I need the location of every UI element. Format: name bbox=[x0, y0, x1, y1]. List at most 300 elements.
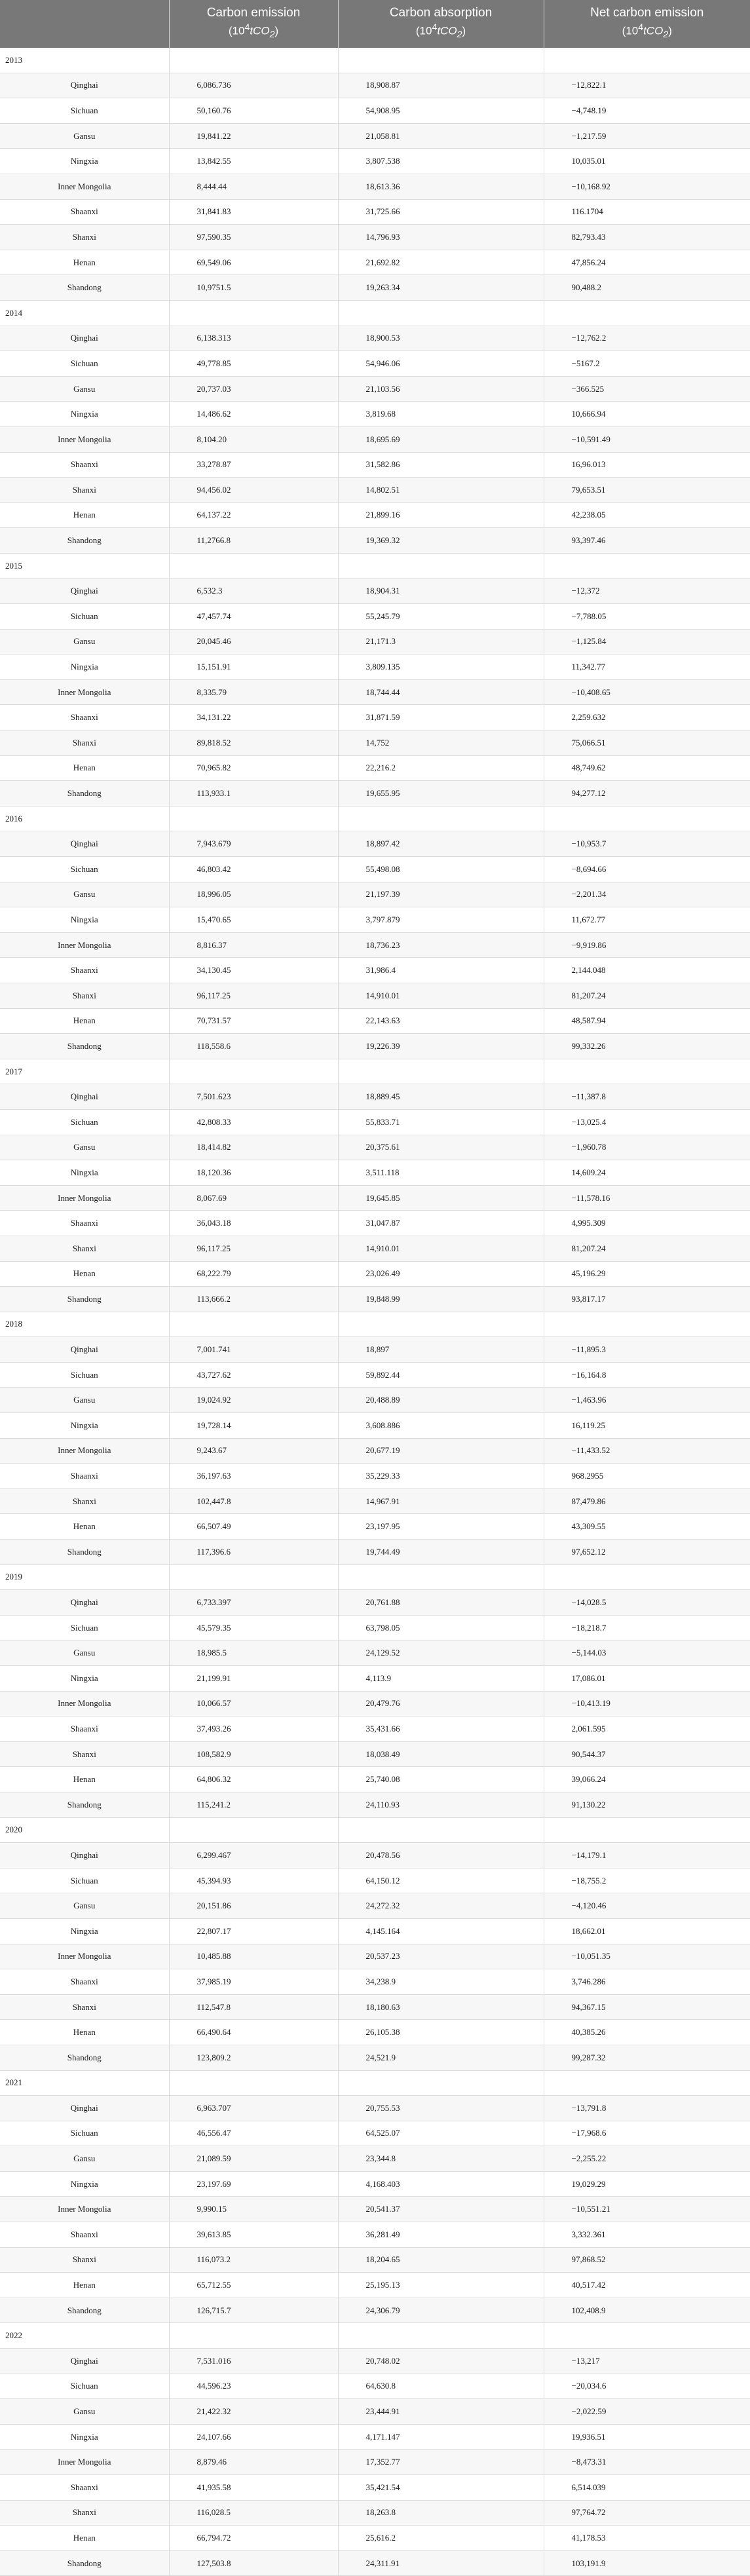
net-carbon-emission-cell: −366.525 bbox=[544, 376, 750, 402]
empty-cell bbox=[169, 1312, 338, 1337]
carbon-emission-cell: 9,990.15 bbox=[169, 2197, 338, 2222]
region-cell: Ningxia bbox=[0, 149, 169, 174]
net-carbon-emission-cell: −10,413.19 bbox=[544, 1691, 750, 1716]
carbon-emission-cell: 49,778.85 bbox=[169, 351, 338, 377]
carbon-absorption-cell: 20,488.89 bbox=[338, 1388, 544, 1413]
carbon-emission-cell: 116,028.5 bbox=[169, 2500, 338, 2526]
table-row bbox=[0, 882, 750, 907]
header-region bbox=[0, 0, 169, 48]
net-carbon-emission-cell: 48,749.62 bbox=[544, 755, 750, 781]
carbon-emission-cell: 64,806.32 bbox=[169, 1767, 338, 1792]
carbon-emission-cell: 126,715.7 bbox=[169, 2298, 338, 2323]
year-row bbox=[0, 1312, 750, 1337]
table-row bbox=[0, 1843, 750, 1868]
empty-cell bbox=[338, 2323, 544, 2349]
region-cell: Shandong bbox=[0, 275, 169, 301]
carbon-emission-cell: 34,130.45 bbox=[169, 958, 338, 983]
carbon-emission-cell: 123,809.2 bbox=[169, 2045, 338, 2070]
empty-cell bbox=[544, 553, 750, 578]
net-carbon-emission-cell: 3,332.361 bbox=[544, 2222, 750, 2248]
year-label: 2014 bbox=[0, 300, 169, 326]
table-row bbox=[0, 98, 750, 124]
table-row bbox=[0, 2197, 750, 2222]
carbon-absorption-cell: 24,306.79 bbox=[338, 2298, 544, 2323]
year-row bbox=[0, 300, 750, 326]
year-label: 2021 bbox=[0, 2070, 169, 2096]
net-carbon-emission-cell: 93,397.46 bbox=[544, 528, 750, 554]
carbon-emission-cell: 102,447.8 bbox=[169, 1488, 338, 1514]
carbon-absorption-cell: 55,245.79 bbox=[338, 604, 544, 630]
net-carbon-emission-cell: 97,652.12 bbox=[544, 1540, 750, 1565]
region-cell: Qinghai bbox=[0, 1337, 169, 1363]
net-carbon-emission-cell: −8,694.66 bbox=[544, 857, 750, 882]
region-cell: Inner Mongolia bbox=[0, 1944, 169, 1969]
table-row bbox=[0, 478, 750, 503]
region-cell: Shaanxi bbox=[0, 1716, 169, 1742]
table-row bbox=[0, 2374, 750, 2399]
table-row bbox=[0, 1287, 750, 1312]
empty-cell bbox=[544, 806, 750, 831]
net-carbon-emission-cell: 99,332.26 bbox=[544, 1034, 750, 1059]
region-cell: Sichuan bbox=[0, 857, 169, 882]
region-cell: Shaanxi bbox=[0, 452, 169, 478]
carbon-emission-cell: 36,043.18 bbox=[169, 1211, 338, 1236]
table-row bbox=[0, 1084, 750, 1110]
carbon-emission-cell: 19,728.14 bbox=[169, 1413, 338, 1439]
region-cell: Shanxi bbox=[0, 730, 169, 756]
carbon-absorption-cell: 18,908.87 bbox=[338, 73, 544, 98]
region-cell: Henan bbox=[0, 1261, 169, 1287]
net-carbon-emission-cell: 94,367.15 bbox=[544, 1994, 750, 2020]
carbon-absorption-cell: 64,150.12 bbox=[338, 1868, 544, 1893]
net-carbon-emission-cell: −8,473.31 bbox=[544, 2450, 750, 2475]
carbon-emission-cell: 6,138.313 bbox=[169, 326, 338, 351]
table-row bbox=[0, 578, 750, 604]
carbon-absorption-cell: 22,216.2 bbox=[338, 755, 544, 781]
net-carbon-emission-cell: 10,666.94 bbox=[544, 402, 750, 427]
carbon-emission-cell: 70,965.82 bbox=[169, 755, 338, 781]
region-cell: Ningxia bbox=[0, 654, 169, 680]
net-carbon-emission-cell: −12,372 bbox=[544, 578, 750, 604]
table-row bbox=[0, 1716, 750, 1742]
table-row bbox=[0, 1034, 750, 1059]
carbon-absorption-cell: 20,755.53 bbox=[338, 2096, 544, 2121]
net-carbon-emission-cell: −10,591.49 bbox=[544, 426, 750, 452]
carbon-absorption-cell: 3,511.118 bbox=[338, 1160, 544, 1186]
region-cell: Gansu bbox=[0, 2146, 169, 2172]
carbon-absorption-cell: 34,238.9 bbox=[338, 1969, 544, 1995]
table-row bbox=[0, 1008, 750, 1034]
year-row bbox=[0, 2070, 750, 2096]
carbon-emission-cell: 44,596.23 bbox=[169, 2374, 338, 2399]
net-carbon-emission-cell: 102,408.9 bbox=[544, 2298, 750, 2323]
net-carbon-emission-cell: 39,066.24 bbox=[544, 1767, 750, 1792]
carbon-emission-cell: 21,422.32 bbox=[169, 2399, 338, 2425]
carbon-emission-cell: 66,507.49 bbox=[169, 1514, 338, 1540]
net-carbon-emission-cell: 81,207.24 bbox=[544, 983, 750, 1008]
carbon-absorption-cell: 24,110.93 bbox=[338, 1792, 544, 1817]
carbon-emission-cell: 94,456.02 bbox=[169, 478, 338, 503]
net-carbon-emission-cell: 45,196.29 bbox=[544, 1261, 750, 1287]
net-carbon-emission-cell: 47,856.24 bbox=[544, 250, 750, 275]
carbon-absorption-cell: 3,807.538 bbox=[338, 149, 544, 174]
year-label: 2019 bbox=[0, 1564, 169, 1590]
carbon-emission-cell: 8,879.46 bbox=[169, 2450, 338, 2475]
region-cell: Sichuan bbox=[0, 1615, 169, 1640]
table-row bbox=[0, 1261, 750, 1287]
region-cell: Shaanxi bbox=[0, 2475, 169, 2501]
carbon-emission-cell: 7,943.679 bbox=[169, 831, 338, 857]
table-row bbox=[0, 1540, 750, 1565]
region-cell: Henan bbox=[0, 2273, 169, 2298]
net-carbon-emission-cell: 19,936.51 bbox=[544, 2424, 750, 2450]
table-row bbox=[0, 123, 750, 149]
carbon-absorption-cell: 19,848.99 bbox=[338, 1287, 544, 1312]
table-row bbox=[0, 781, 750, 806]
carbon-emission-cell: 18,120.36 bbox=[169, 1160, 338, 1186]
net-carbon-emission-cell: −11,578.16 bbox=[544, 1185, 750, 1211]
table-row bbox=[0, 2020, 750, 2045]
carbon-emission-cell: 43,727.62 bbox=[169, 1362, 338, 1388]
net-carbon-emission-cell: 16,119.25 bbox=[544, 1413, 750, 1439]
table-body bbox=[0, 48, 750, 2576]
table-row bbox=[0, 1868, 750, 1893]
carbon-absorption-cell: 31,986.4 bbox=[338, 958, 544, 983]
empty-cell bbox=[338, 48, 544, 73]
table-row bbox=[0, 2526, 750, 2551]
table-row bbox=[0, 275, 750, 301]
region-cell: Henan bbox=[0, 1514, 169, 1540]
carbon-absorption-cell: 14,796.93 bbox=[338, 225, 544, 250]
carbon-emission-cell: 18,985.5 bbox=[169, 1640, 338, 1666]
table-row bbox=[0, 199, 750, 225]
table-row bbox=[0, 958, 750, 983]
empty-cell bbox=[169, 806, 338, 831]
carbon-absorption-cell: 21,103.56 bbox=[338, 376, 544, 402]
carbon-emission-cell: 10,9751.5 bbox=[169, 275, 338, 301]
net-carbon-emission-cell: 10,035.01 bbox=[544, 149, 750, 174]
table-row bbox=[0, 1337, 750, 1363]
carbon-absorption-cell: 31,725.66 bbox=[338, 199, 544, 225]
year-row bbox=[0, 1564, 750, 1590]
net-carbon-emission-cell: −14,028.5 bbox=[544, 1590, 750, 1616]
table-row bbox=[0, 2096, 750, 2121]
net-carbon-emission-cell: 968.2955 bbox=[544, 1464, 750, 1489]
year-row bbox=[0, 806, 750, 831]
carbon-absorption-cell: 21,197.39 bbox=[338, 882, 544, 907]
table-row bbox=[0, 1211, 750, 1236]
carbon-emission-cell: 45,394.93 bbox=[169, 1868, 338, 1893]
region-cell: Shanxi bbox=[0, 225, 169, 250]
table-row bbox=[0, 1590, 750, 1616]
table-row bbox=[0, 2450, 750, 2475]
header-emission-label: Carbon emission bbox=[206, 5, 301, 20]
region-cell: Shandong bbox=[0, 781, 169, 806]
carbon-emission-cell: 7,531.016 bbox=[169, 2349, 338, 2374]
region-cell: Ningxia bbox=[0, 1413, 169, 1439]
table-row bbox=[0, 907, 750, 933]
empty-cell bbox=[544, 1059, 750, 1084]
table-row bbox=[0, 1160, 750, 1186]
table-row bbox=[0, 351, 750, 377]
carbon-absorption-cell: 20,375.61 bbox=[338, 1135, 544, 1160]
region-cell: Shandong bbox=[0, 1540, 169, 1565]
carbon-absorption-cell: 3,809.135 bbox=[338, 654, 544, 680]
table-row bbox=[0, 1109, 750, 1135]
net-carbon-emission-cell: 3,746.286 bbox=[544, 1969, 750, 1995]
year-label: 2015 bbox=[0, 553, 169, 578]
region-cell: Shandong bbox=[0, 1792, 169, 1817]
carbon-emission-cell: 23,197.69 bbox=[169, 2171, 338, 2197]
carbon-emission-cell: 15,151.91 bbox=[169, 654, 338, 680]
carbon-absorption-cell: 18,038.49 bbox=[338, 1741, 544, 1767]
empty-cell bbox=[544, 1312, 750, 1337]
region-cell: Henan bbox=[0, 502, 169, 528]
net-carbon-emission-cell: 81,207.24 bbox=[544, 1236, 750, 1261]
net-carbon-emission-cell: 91,130.22 bbox=[544, 1792, 750, 1817]
year-label: 2017 bbox=[0, 1059, 169, 1084]
year-row bbox=[0, 1059, 750, 1084]
carbon-absorption-cell: 25,740.08 bbox=[338, 1767, 544, 1792]
carbon-emission-cell: 50,160.76 bbox=[169, 98, 338, 124]
carbon-emission-cell: 97,590.35 bbox=[169, 225, 338, 250]
region-cell: Sichuan bbox=[0, 2374, 169, 2399]
net-carbon-emission-cell: −10,051.35 bbox=[544, 1944, 750, 1969]
carbon-absorption-cell: 19,645.85 bbox=[338, 1185, 544, 1211]
net-carbon-emission-cell: −14,179.1 bbox=[544, 1843, 750, 1868]
carbon-absorption-cell: 21,171.3 bbox=[338, 629, 544, 654]
carbon-emission-cell: 21,199.91 bbox=[169, 1666, 338, 1692]
region-cell: Sichuan bbox=[0, 2121, 169, 2146]
carbon-emission-cell: 112,547.8 bbox=[169, 1994, 338, 2020]
net-carbon-emission-cell: −2,022.59 bbox=[544, 2399, 750, 2425]
carbon-emission-cell: 47,457.74 bbox=[169, 604, 338, 630]
carbon-absorption-cell: 24,521.9 bbox=[338, 2045, 544, 2070]
net-carbon-emission-cell: −5167.2 bbox=[544, 351, 750, 377]
carbon-absorption-cell: 64,630.8 bbox=[338, 2374, 544, 2399]
carbon-absorption-cell: 36,281.49 bbox=[338, 2222, 544, 2248]
region-cell: Gansu bbox=[0, 1893, 169, 1919]
empty-cell bbox=[544, 48, 750, 73]
carbon-emission-cell: 96,117.25 bbox=[169, 983, 338, 1008]
carbon-absorption-cell: 4,145.164 bbox=[338, 1918, 544, 1944]
net-carbon-emission-cell: −18,218.7 bbox=[544, 1615, 750, 1640]
net-carbon-emission-cell: −12,762.2 bbox=[544, 326, 750, 351]
region-cell: Shandong bbox=[0, 1034, 169, 1059]
region-cell: Gansu bbox=[0, 629, 169, 654]
net-carbon-emission-cell: 75,066.51 bbox=[544, 730, 750, 756]
net-carbon-emission-cell: 4,995.309 bbox=[544, 1211, 750, 1236]
table-row bbox=[0, 831, 750, 857]
region-cell: Qinghai bbox=[0, 1590, 169, 1616]
empty-cell bbox=[544, 300, 750, 326]
carbon-emission-cell: 108,582.9 bbox=[169, 1741, 338, 1767]
carbon-absorption-cell: 18,736.23 bbox=[338, 932, 544, 958]
table-row bbox=[0, 932, 750, 958]
carbon-emission-cell: 9,243.67 bbox=[169, 1438, 338, 1464]
net-carbon-emission-cell: −12,822.1 bbox=[544, 73, 750, 98]
region-cell: Inner Mongolia bbox=[0, 679, 169, 705]
region-cell: Sichuan bbox=[0, 1362, 169, 1388]
region-cell: Shandong bbox=[0, 2550, 169, 2576]
region-cell: Qinghai bbox=[0, 2096, 169, 2121]
carbon-emission-cell: 7,001.741 bbox=[169, 1337, 338, 1363]
table-row bbox=[0, 2298, 750, 2323]
carbon-emission-cell: 6,086.736 bbox=[169, 73, 338, 98]
carbon-absorption-cell: 18,897 bbox=[338, 1337, 544, 1363]
table-row bbox=[0, 2500, 750, 2526]
net-carbon-emission-cell: 19,029.29 bbox=[544, 2171, 750, 2197]
table-row bbox=[0, 1691, 750, 1716]
net-carbon-emission-cell: −4,120.46 bbox=[544, 1893, 750, 1919]
table-row bbox=[0, 1893, 750, 1919]
carbon-absorption-cell: 31,582.86 bbox=[338, 452, 544, 478]
table-header bbox=[0, 0, 750, 48]
net-carbon-emission-cell: −13,217 bbox=[544, 2349, 750, 2374]
carbon-emission-cell: 11,2766.8 bbox=[169, 528, 338, 554]
carbon-emission-cell: 113,933.1 bbox=[169, 781, 338, 806]
carbon-emission-cell: 8,335.79 bbox=[169, 679, 338, 705]
carbon-emission-cell: 89,818.52 bbox=[169, 730, 338, 756]
carbon-absorption-cell: 14,967.91 bbox=[338, 1488, 544, 1514]
net-carbon-emission-cell: −1,960.78 bbox=[544, 1135, 750, 1160]
table-row bbox=[0, 1767, 750, 1792]
carbon-absorption-cell: 3,608.886 bbox=[338, 1413, 544, 1439]
carbon-emission-cell: 37,493.26 bbox=[169, 1716, 338, 1742]
net-carbon-emission-cell: −13,791.8 bbox=[544, 2096, 750, 2121]
region-cell: Shanxi bbox=[0, 983, 169, 1008]
net-carbon-emission-cell: 116.1704 bbox=[544, 199, 750, 225]
carbon-emission-cell: 70,731.57 bbox=[169, 1008, 338, 1034]
net-carbon-emission-cell: −13,025.4 bbox=[544, 1109, 750, 1135]
region-cell: Qinghai bbox=[0, 1843, 169, 1868]
carbon-absorption-cell: 21,899.16 bbox=[338, 502, 544, 528]
table-row bbox=[0, 73, 750, 98]
table-row bbox=[0, 1135, 750, 1160]
region-cell: Shaanxi bbox=[0, 199, 169, 225]
net-carbon-emission-cell: 48,587.94 bbox=[544, 1008, 750, 1034]
carbon-emission-cell: 33,278.87 bbox=[169, 452, 338, 478]
net-carbon-emission-cell: 90,488.2 bbox=[544, 275, 750, 301]
table-row bbox=[0, 1413, 750, 1439]
carbon-emission-cell: 34,131.22 bbox=[169, 705, 338, 730]
empty-cell bbox=[338, 1817, 544, 1843]
carbon-emission-cell: 19,841.22 bbox=[169, 123, 338, 149]
carbon-absorption-cell: 4,168.403 bbox=[338, 2171, 544, 2197]
region-cell: Shanxi bbox=[0, 478, 169, 503]
carbon-emission-cell: 37,985.19 bbox=[169, 1969, 338, 1995]
carbon-absorption-cell: 18,263.8 bbox=[338, 2500, 544, 2526]
carbon-absorption-cell: 24,129.52 bbox=[338, 1640, 544, 1666]
region-cell: Shanxi bbox=[0, 1994, 169, 2020]
table-row bbox=[0, 1438, 750, 1464]
carbon-absorption-cell: 4,171.147 bbox=[338, 2424, 544, 2450]
region-cell: Gansu bbox=[0, 123, 169, 149]
region-cell: Inner Mongolia bbox=[0, 1438, 169, 1464]
carbon-absorption-cell: 18,897.42 bbox=[338, 831, 544, 857]
table-row bbox=[0, 2399, 750, 2425]
region-cell: Gansu bbox=[0, 882, 169, 907]
carbon-absorption-cell: 35,229.33 bbox=[338, 1464, 544, 1489]
region-cell: Gansu bbox=[0, 1135, 169, 1160]
carbon-emission-cell: 19,024.92 bbox=[169, 1388, 338, 1413]
table-row bbox=[0, 528, 750, 554]
region-cell: Henan bbox=[0, 2020, 169, 2045]
empty-cell bbox=[169, 1564, 338, 1590]
carbon-emission-cell: 8,444.44 bbox=[169, 174, 338, 199]
header-carbon-emission bbox=[169, 0, 338, 48]
region-cell: Gansu bbox=[0, 1640, 169, 1666]
table-row bbox=[0, 2121, 750, 2146]
carbon-absorption-cell: 18,889.45 bbox=[338, 1084, 544, 1110]
header-absorption-label: Carbon absorption bbox=[389, 5, 493, 20]
carbon-emission-cell: 45,579.35 bbox=[169, 1615, 338, 1640]
table-row bbox=[0, 1969, 750, 1995]
net-carbon-emission-cell: 99,287.32 bbox=[544, 2045, 750, 2070]
region-cell: Shanxi bbox=[0, 2247, 169, 2273]
year-label: 2022 bbox=[0, 2323, 169, 2349]
carbon-absorption-cell: 18,744.44 bbox=[338, 679, 544, 705]
carbon-emission-cell: 118,558.6 bbox=[169, 1034, 338, 1059]
region-cell: Ningxia bbox=[0, 1918, 169, 1944]
net-carbon-emission-cell: −7,788.05 bbox=[544, 604, 750, 630]
region-cell: Shaanxi bbox=[0, 1969, 169, 1995]
carbon-absorption-cell: 55,498.08 bbox=[338, 857, 544, 882]
region-cell: Qinghai bbox=[0, 831, 169, 857]
carbon-absorption-cell: 20,537.23 bbox=[338, 1944, 544, 1969]
carbon-emission-cell: 66,794.72 bbox=[169, 2526, 338, 2551]
carbon-absorption-cell: 19,744.49 bbox=[338, 1540, 544, 1565]
carbon-emission-cell: 42,808.33 bbox=[169, 1109, 338, 1135]
empty-cell bbox=[544, 1564, 750, 1590]
table-row bbox=[0, 2247, 750, 2273]
carbon-emission-cell: 113,666.2 bbox=[169, 1287, 338, 1312]
region-cell: Inner Mongolia bbox=[0, 2450, 169, 2475]
region-cell: Gansu bbox=[0, 1388, 169, 1413]
net-carbon-emission-cell: 11,342.77 bbox=[544, 654, 750, 680]
empty-cell bbox=[169, 553, 338, 578]
net-carbon-emission-cell: −11,895.3 bbox=[544, 1337, 750, 1363]
carbon-absorption-cell: 23,444.91 bbox=[338, 2399, 544, 2425]
year-row bbox=[0, 2323, 750, 2349]
net-carbon-emission-cell: 2,144.048 bbox=[544, 958, 750, 983]
region-cell: Sichuan bbox=[0, 1109, 169, 1135]
net-carbon-emission-cell: −16,164.8 bbox=[544, 1362, 750, 1388]
header-net-label: Net carbon emission bbox=[590, 5, 704, 20]
net-carbon-emission-cell: −5,144.03 bbox=[544, 1640, 750, 1666]
carbon-absorption-cell: 23,197.95 bbox=[338, 1514, 544, 1540]
empty-cell bbox=[338, 300, 544, 326]
carbon-absorption-cell: 22,143.63 bbox=[338, 1008, 544, 1034]
region-cell: Gansu bbox=[0, 2399, 169, 2425]
region-cell: Sichuan bbox=[0, 98, 169, 124]
table-row bbox=[0, 1944, 750, 1969]
table-row bbox=[0, 1640, 750, 1666]
region-cell: Sichuan bbox=[0, 1868, 169, 1893]
region-cell: Shanxi bbox=[0, 2500, 169, 2526]
net-carbon-emission-cell: −10,168.92 bbox=[544, 174, 750, 199]
net-carbon-emission-cell: 93,817.17 bbox=[544, 1287, 750, 1312]
net-carbon-emission-cell: 11,672.77 bbox=[544, 907, 750, 933]
carbon-absorption-cell: 26,105.38 bbox=[338, 2020, 544, 2045]
net-carbon-emission-cell: −2,201.34 bbox=[544, 882, 750, 907]
region-cell: Shaanxi bbox=[0, 2222, 169, 2248]
carbon-absorption-cell: 17,352.77 bbox=[338, 2450, 544, 2475]
table-row bbox=[0, 983, 750, 1008]
empty-cell bbox=[169, 48, 338, 73]
table-row bbox=[0, 2273, 750, 2298]
carbon-emission-cell: 46,803.42 bbox=[169, 857, 338, 882]
